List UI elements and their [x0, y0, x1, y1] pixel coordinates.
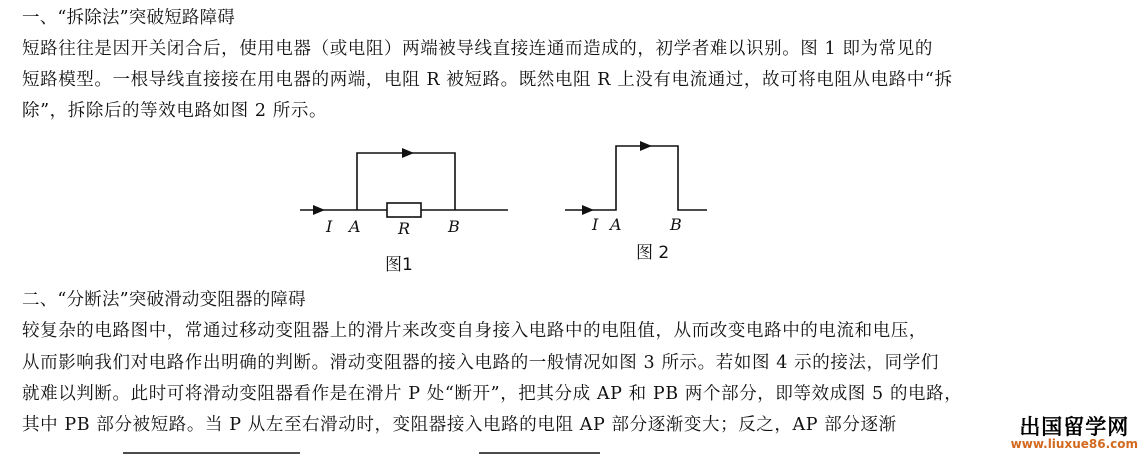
fig1-resistor-r [387, 203, 421, 217]
fig2-label-i: I [592, 215, 599, 234]
fig2-current-arrow-icon [582, 205, 594, 215]
fig1-label-a: A [349, 217, 361, 236]
fig2-caption: 图 2 [636, 243, 670, 263]
section2-heading: 二、“分断法”突破滑动变阻器的障碍 [22, 290, 306, 310]
section1-heading: 一、“拆除法”突破短路障碍 [22, 8, 235, 28]
section1-paragraph-line: 短路往往是因开关闭合后，使用电器（或电阻）两端被导线直接连通而造成的，初学者难以识别。图 1 即为常见的 [22, 39, 933, 59]
fig2-wire [565, 146, 707, 210]
section2-paragraph-line: 较复杂的电路图中，常通过移动变阻器上的滑片来改变自身接入电路中的电阻值，从而改变电路中的电流和电压， [22, 321, 927, 341]
figure-1-circuit [300, 148, 508, 275]
section2-paragraph-line: 就难以判断。此时可将滑动变阻器看作是在滑片 P 处“断开”，把其分成 AP 和 PB 两个部分，即等效成图 5 的电路， [22, 384, 963, 404]
fig1-label-i: I [326, 217, 333, 236]
fig2-label-a: A [610, 215, 622, 234]
watermark-url: www.liuxue86.com [1010, 437, 1138, 451]
fig1-caption: 图1 [385, 255, 413, 275]
section2-paragraph-line: 从而影响我们对电路作出明确的判断。滑动变阻器的接入电路的一般情况如图 3 所示。若如图 4 示的接法，同学们 [22, 353, 939, 373]
fig1-label-r: R [398, 219, 411, 238]
site-watermark [1011, 416, 1138, 451]
fig1-label-b: B [448, 217, 460, 236]
section2-paragraph-line: 其中 PB 部分被短路。当 P 从左至右滑动时，变阻器接入电路的电阻 AP 部分逐渐变大；反之，AP 部分逐渐 [22, 415, 897, 435]
section1-paragraph-line: 短路模型。一根导线直接接在用电器的两端，电阻 R 被短路。既然电阻 R 上没有电流通过，故可将电阻从电路中“拆 [22, 70, 953, 90]
fig2-top-arrow-icon [640, 141, 652, 151]
fig1-top-arrow-icon [402, 148, 414, 158]
fig1-current-arrow-icon [313, 205, 325, 215]
figure-2-circuit [565, 141, 707, 263]
fig1-short-wire [357, 153, 455, 210]
fig2-label-b: B [670, 215, 682, 234]
watermark-text: 出国留学网 [1019, 415, 1130, 439]
section1-paragraph-line: 除”，拆除后的等效电路如图 2 所示。 [22, 101, 328, 121]
